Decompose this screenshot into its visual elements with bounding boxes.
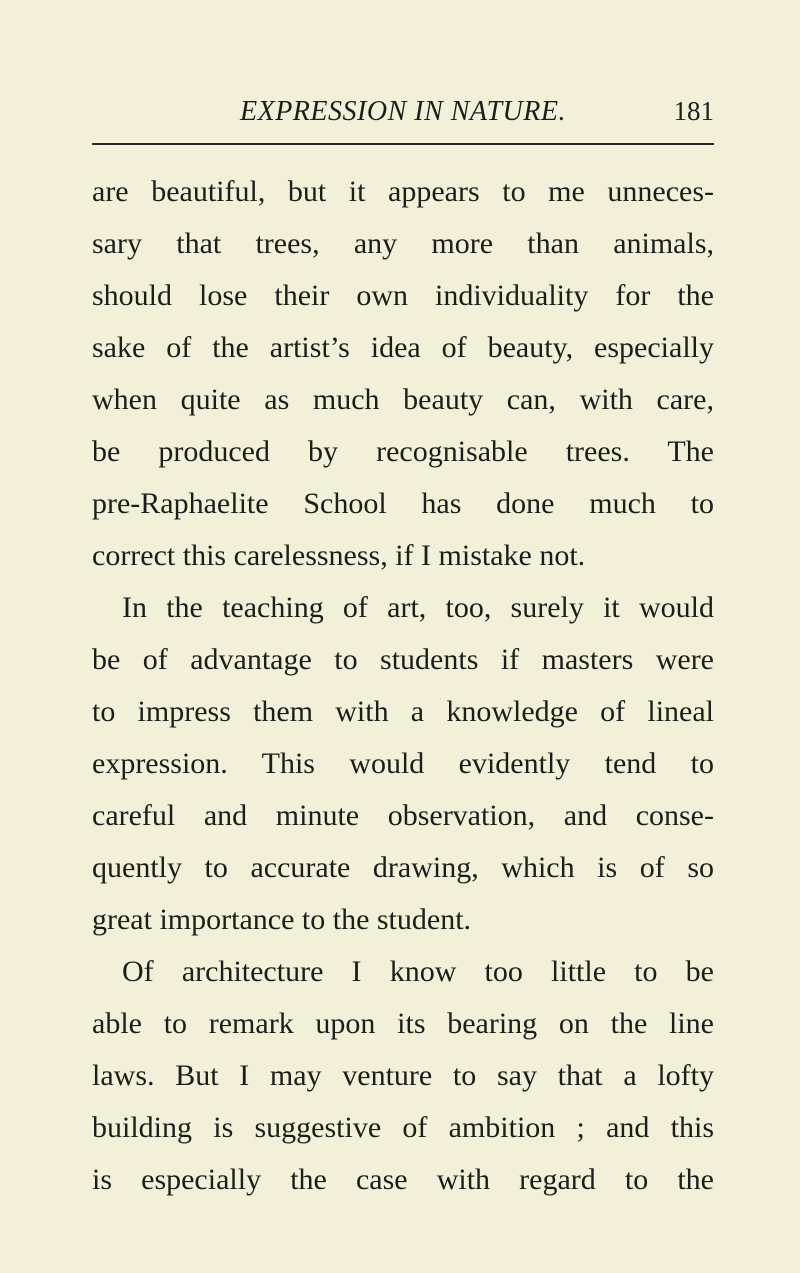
text-line: able to remark upon its bearing on the line bbox=[92, 1007, 714, 1040]
text-line: sake of the artist’s idea of beauty, especially bbox=[92, 331, 714, 364]
text-line: are beautiful, but it appears to me unneces- bbox=[92, 175, 714, 208]
text-line: is especially the case with regard to the bbox=[92, 1163, 714, 1196]
text-line: great importance to the student. bbox=[92, 903, 472, 936]
text-line: correct this carelessness, if I mistake not. bbox=[92, 539, 586, 572]
text-line: to impress them with a knowledge of lineal bbox=[92, 695, 714, 728]
text-line: when quite as much beauty can, with care, bbox=[92, 383, 714, 416]
header-rule bbox=[92, 143, 714, 145]
body-text bbox=[92, 166, 714, 1206]
page-number: 181 bbox=[673, 96, 714, 126]
text-line: careful and minute observation, and conse- bbox=[92, 799, 714, 832]
text-line: laws. But I may venture to say that a lofty bbox=[92, 1059, 714, 1092]
running-head bbox=[92, 94, 714, 134]
text-line: building is suggestive of ambition ; and this bbox=[92, 1111, 714, 1144]
text-line: expression. This would evidently tend to bbox=[92, 747, 714, 780]
text-line: should lose their own individuality for the bbox=[92, 279, 714, 312]
text-line: quently to accurate drawing, which is of so bbox=[92, 851, 714, 884]
text-line: sary that trees, any more than animals, bbox=[92, 227, 714, 260]
running-title: EXPRESSION IN NATURE. bbox=[240, 96, 566, 127]
text-line: be produced by recognisable trees. The bbox=[92, 435, 714, 468]
text-line: Of architecture I know too little to be bbox=[122, 955, 714, 988]
text-line: pre-Raphaelite School has done much to bbox=[92, 487, 714, 520]
text-line: In the teaching of art, too, surely it would bbox=[122, 591, 714, 624]
text-line: be of advantage to students if masters were bbox=[92, 643, 714, 676]
